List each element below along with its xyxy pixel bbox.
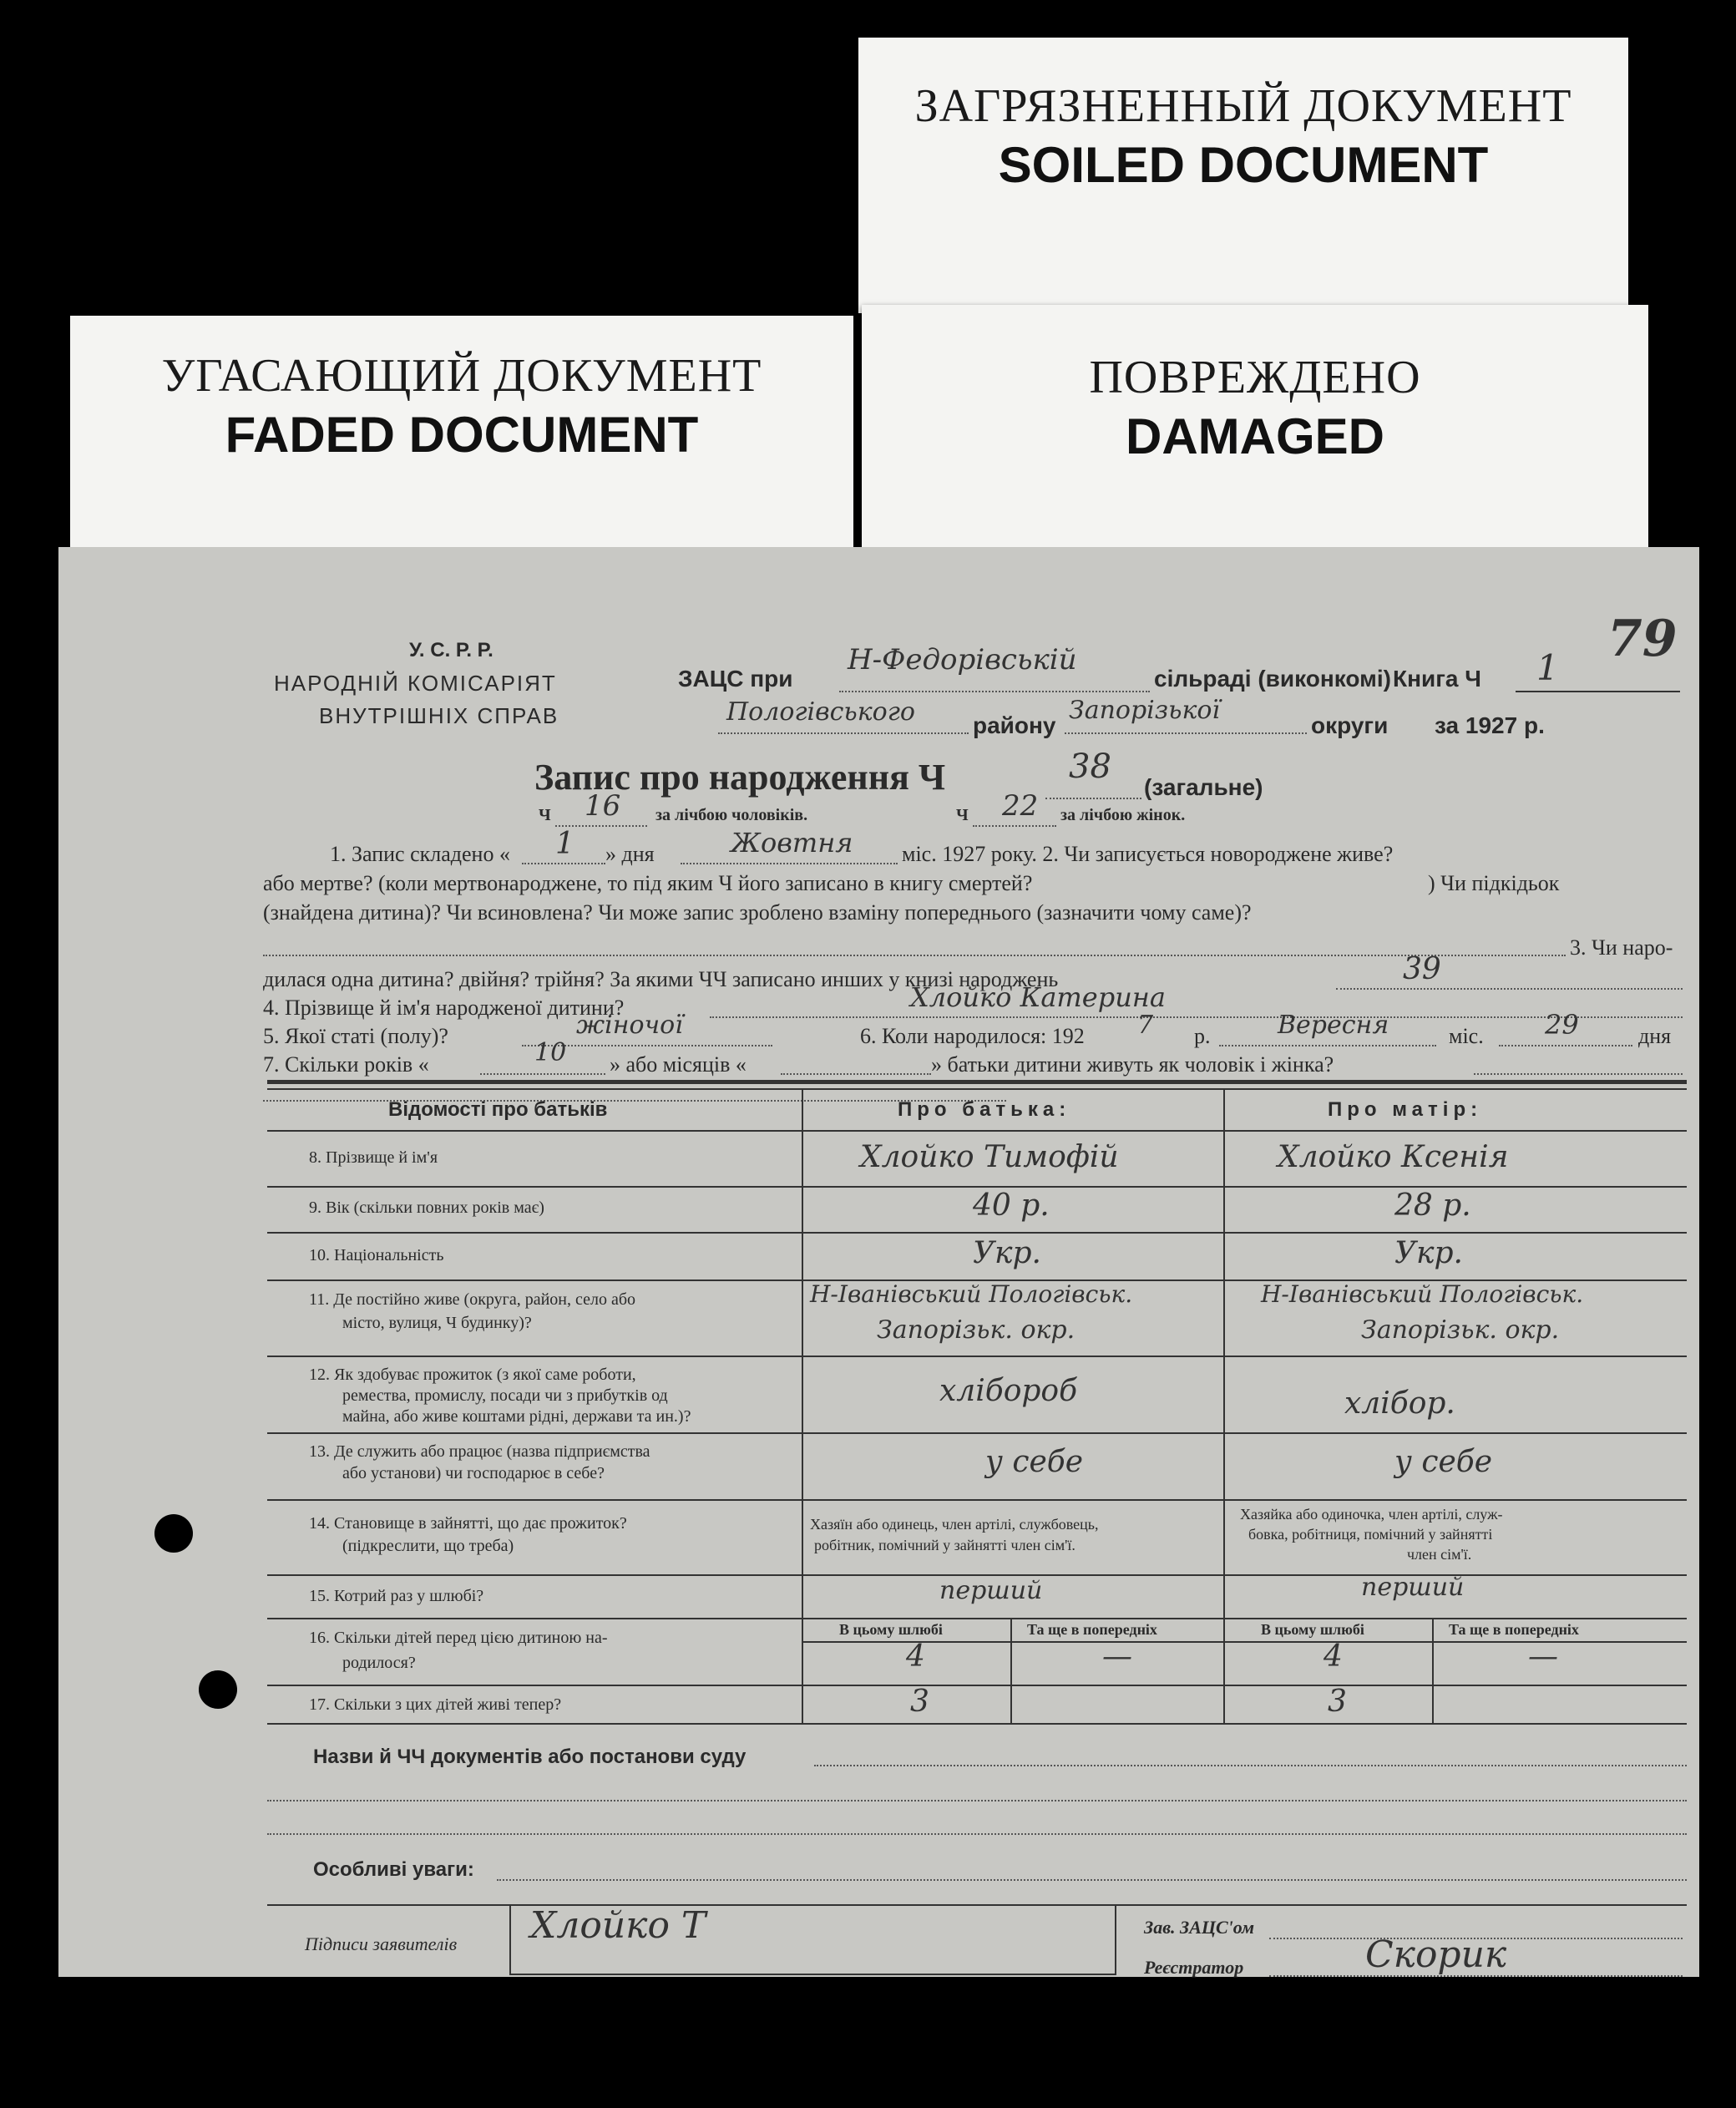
row17-father: 3 xyxy=(910,1685,929,1719)
damaged-document-card xyxy=(862,305,1648,555)
row13-label2: або установи) чи господарює в себе? xyxy=(342,1464,605,1482)
card-label-en: FADED DOCUMENT xyxy=(225,407,699,463)
head-label: Зав. ЗАЦС'ом xyxy=(1144,1917,1255,1938)
row12-label: 12. Як здобуває прожиток (з якої саме роботи, xyxy=(309,1366,636,1384)
table-header-mother: Про матір: xyxy=(1328,1098,1483,1121)
row12-label3: майна, або живе коштами рідні, держави та ин.)? xyxy=(342,1407,691,1426)
line7-c: р. xyxy=(1194,1024,1211,1048)
row13-father: у себе xyxy=(985,1445,1084,1479)
line1-b: » дня xyxy=(605,842,655,866)
card-label-en: SOILED DOCUMENT xyxy=(998,137,1489,193)
line8-a: 7. Скільки років « xyxy=(263,1052,429,1077)
female-count-handwritten: 22 xyxy=(1002,789,1039,823)
row11-mother2: Запорізьк. окр. xyxy=(1361,1315,1560,1345)
row13-label: 13. Де служить або працює (назва підприємства xyxy=(309,1442,650,1461)
soiled-document-card xyxy=(858,38,1628,313)
row16-mother-current: 4 xyxy=(1324,1639,1343,1674)
row14-father: Хазяїн або одинець, член артілі, службовець, xyxy=(810,1516,1099,1533)
other-records-handwritten: 39 xyxy=(1403,952,1441,986)
page-number-handwritten: 79 xyxy=(1607,610,1678,668)
row8-father: Хлойко Тимофій xyxy=(860,1140,1119,1174)
row11-label2: місто, вулиця, Ч будинку)? xyxy=(342,1314,532,1332)
row11-father: Н-Іванівський Пологівськ. xyxy=(810,1280,1133,1308)
district-handwritten: Пологівського xyxy=(726,697,915,727)
card-label-en: DAMAGED xyxy=(1126,408,1384,464)
zags-label: ЗАЦС при xyxy=(678,666,793,692)
council-label: сільраді (виконкомі) xyxy=(1154,666,1391,692)
zags-handwritten: Н-Федорівській xyxy=(848,643,1077,676)
row9-label: 9. Вік (скільки повних років має) xyxy=(309,1198,544,1217)
faded-document-card xyxy=(70,316,853,558)
line1-a: 1. Запис складено « xyxy=(330,842,510,866)
applicant-signature: Хлойко Т xyxy=(530,1904,706,1947)
row14-mother: Хазяйка або одиночка, член артілі, служ- xyxy=(1240,1506,1503,1523)
row16-label2: родилося? xyxy=(342,1654,416,1672)
row16-father-previous: — xyxy=(1102,1639,1132,1674)
record-number-handwritten: 38 xyxy=(1069,747,1111,786)
table-header-father: Про батька: xyxy=(898,1098,1071,1121)
registrar-signature: Скорик xyxy=(1365,1933,1507,1976)
card-label-ru: ПОВРЕЖДЕНО xyxy=(1089,352,1421,403)
card-label-ru: УГАСАЮЩИЙ ДОКУМЕНТ xyxy=(161,350,762,402)
row14-father2: робітник, помічний у зайнятті член сім'ї. xyxy=(814,1537,1076,1553)
sex-handwritten: жіночої xyxy=(576,1011,683,1040)
birth-year-handwritten: 7 xyxy=(1137,1011,1154,1040)
row14-label: 14. Становище в зайнятті, що дає прожиток? xyxy=(309,1514,627,1533)
row15-father: перший xyxy=(939,1576,1043,1605)
day-handwritten: 1 xyxy=(555,827,574,861)
female-prefix: Ч xyxy=(956,806,969,824)
record-title: Запис про народження Ч xyxy=(534,757,946,798)
male-count-handwritten: 16 xyxy=(585,789,621,823)
month-handwritten: Жовтня xyxy=(731,827,853,859)
line1-c: міс. 1927 року. 2. Чи записується новороджене живе? xyxy=(902,842,1394,866)
row10-label: 10. Національність xyxy=(309,1246,444,1264)
district-label: району xyxy=(973,712,1056,738)
internal-affairs-label: ВНУТРІШНІХ СПРАВ xyxy=(319,703,559,728)
row8-mother: Хлойко Ксенія xyxy=(1278,1140,1509,1174)
okrug-label: округи xyxy=(1311,712,1389,738)
table-header-parents: Відомості про батьків xyxy=(388,1098,608,1121)
row14-label2: (підкреслити, що треба) xyxy=(342,1537,514,1555)
line7-b: 6. Коли народилося: 192 xyxy=(860,1024,1085,1048)
book-label: Книга Ч xyxy=(1393,666,1481,692)
row11-father2: Запорізьк. окр. xyxy=(877,1315,1076,1345)
line7-d: міс. xyxy=(1449,1024,1484,1048)
row12-mother: хлібор. xyxy=(1344,1386,1455,1421)
row13-mother: у себе xyxy=(1394,1445,1493,1479)
row11-mother: Н-Іванівський Пологівськ. xyxy=(1261,1280,1584,1308)
row17-label: 17. Скільки з цих дітей живі тепер? xyxy=(309,1695,562,1714)
row9-father: 40 р. xyxy=(973,1188,1050,1223)
book-number-handwritten: 1 xyxy=(1536,647,1559,688)
line8-b: » або місяців « xyxy=(610,1052,747,1077)
row9-mother: 28 р. xyxy=(1394,1188,1471,1223)
line6: 4. Прізвище й ім'я народженої дитини? xyxy=(263,996,625,1020)
row16-father-current: 4 xyxy=(906,1639,925,1674)
row15-label: 15. Котрий раз у шлюбі? xyxy=(309,1587,484,1605)
okrug-handwritten: Запорізької xyxy=(1069,696,1221,725)
row16-mother-previous: — xyxy=(1528,1639,1558,1674)
year-label: за 1927 р. xyxy=(1435,712,1545,738)
row8-label: 8. Прізвище й ім'я xyxy=(309,1148,438,1167)
birth-record-sheet xyxy=(58,547,1699,1977)
row15-mother: перший xyxy=(1361,1573,1465,1602)
marriage-years-handwritten: 10 xyxy=(534,1038,567,1067)
row10-mother: Укр. xyxy=(1394,1236,1464,1270)
punch-hole xyxy=(199,1670,237,1709)
birth-day-handwritten: 29 xyxy=(1545,1009,1579,1041)
line4: 3. Чи наро- xyxy=(1570,935,1673,960)
row12-label2: ремества, промислу, посади чи з прибутків од xyxy=(342,1386,668,1405)
registrar-label: Реєстратор xyxy=(1144,1957,1244,1978)
row12-father: хлібороб xyxy=(939,1374,1078,1408)
male-count-label: за лічбою чоловіків. xyxy=(655,806,808,824)
punch-hole xyxy=(154,1514,193,1553)
line8-c: » батьки дитини живуть як чоловік і жінка? xyxy=(931,1052,1334,1077)
row16-father-sub1: В цьому шлюбі xyxy=(839,1621,943,1638)
female-count-label: за лічбою жінок. xyxy=(1060,806,1186,824)
row14-mother2: бовка, робітниця, помічний у зайнятті xyxy=(1248,1526,1493,1543)
row16-mother-sub2: Та ще в попередніх xyxy=(1449,1621,1579,1638)
line7-e: дня xyxy=(1638,1024,1672,1048)
child-name-handwritten: Хлойко Катерина xyxy=(910,981,1166,1013)
documents-label: Назви й ЧЧ документів або постанови суду xyxy=(313,1746,747,1768)
line5: дилася одна дитина? двійня? трійня? За якими ЧЧ записано инших у книзі народжень xyxy=(263,967,1059,991)
male-prefix: Ч xyxy=(539,806,551,824)
line2: або мертве? (коли мертвонароджене, то під яким Ч його записано в книгу смертей? xyxy=(263,871,1033,895)
ussr-label: У. С. Р. Р. xyxy=(409,639,493,661)
card-label-ru: ЗАГРЯЗНЕННЫЙ ДОКУМЕНТ xyxy=(914,80,1572,132)
birth-month-handwritten: Вересня xyxy=(1278,1011,1389,1040)
notes-label: Особливі уваги: xyxy=(313,1858,474,1881)
row11-label: 11. Де постійно живе (округа, район, село або xyxy=(309,1290,636,1309)
signatures-label: Підписи заявителів xyxy=(305,1933,458,1954)
row10-father: Укр. xyxy=(973,1236,1042,1270)
row17-mother: 3 xyxy=(1328,1685,1347,1719)
row16-father-sub2: Та ще в попередніх xyxy=(1027,1621,1157,1638)
line7-a: 5. Якої статі (полу)? xyxy=(263,1024,448,1048)
line2-b: ) Чи підкідьок xyxy=(1428,871,1560,895)
commissariat-label: НАРОДНІЙ КОМІСАРІЯТ xyxy=(274,671,557,696)
row14-mother3: член сім'ї. xyxy=(1407,1546,1472,1563)
general-label: (загальне) xyxy=(1144,774,1263,800)
line3: (знайдена дитина)? Чи всиновлена? Чи може запис зроблено взаміну попереднього (зазначити чому саме)? xyxy=(263,900,1252,925)
row16-mother-sub1: В цьому шлюбі xyxy=(1261,1621,1364,1638)
row16-label: 16. Скільки дітей перед цією дитиною на- xyxy=(309,1629,608,1647)
